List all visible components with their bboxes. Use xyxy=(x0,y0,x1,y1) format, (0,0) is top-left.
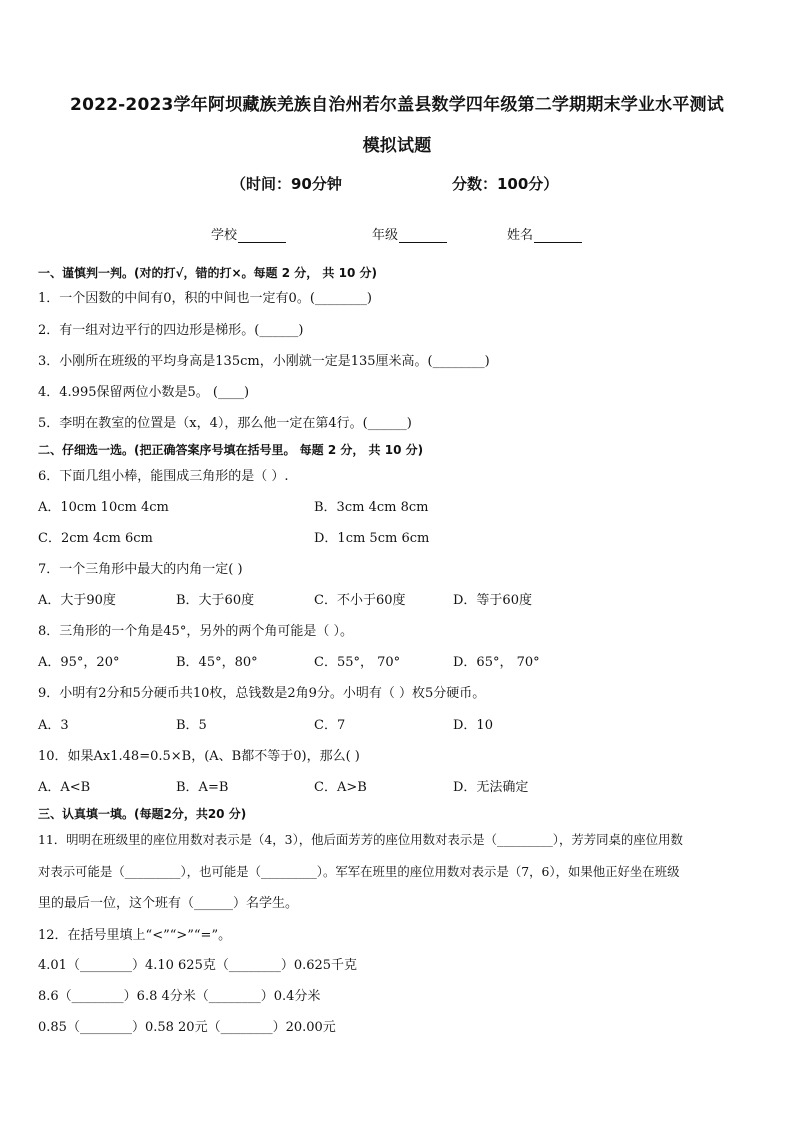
question-1: 1．一个因数的中间有0，积的中间也一定有0。(________) xyxy=(38,291,372,306)
question-5: 5．李明在教室的位置是（x，4），那么他一定在第4行。(______) xyxy=(38,416,412,431)
grade-label: 年级 xyxy=(372,228,399,243)
q9-option-d[interactable]: D．10 xyxy=(453,718,493,733)
section2-heading: 二、仔细选一选。(把正确答案序号填在括号里。 每题 2 分， 共 10 分) xyxy=(38,443,424,457)
q6-option-a[interactable]: A．10cm 10cm 4cm xyxy=(38,500,169,515)
q7-option-c[interactable]: C．不小于60度 xyxy=(314,593,406,608)
school-blank[interactable] xyxy=(238,230,286,243)
question-12: 12．在括号里填上“<”“>”“=”。 xyxy=(38,928,232,943)
question-2: 2．有一组对边平行的四边形是梯形。(______) xyxy=(38,323,304,338)
exam-time: （时间：90分钟 xyxy=(231,175,342,193)
section1-heading: 一、谨慎判一判。(对的打√，错的打×。每题 2 分， 共 10 分) xyxy=(38,266,377,280)
q8-option-c[interactable]: C．55°， 70° xyxy=(314,655,401,670)
grade-blank[interactable] xyxy=(399,230,447,243)
q7-option-b[interactable]: B．大于60度 xyxy=(176,593,255,608)
question-11-line3: 里的最后一位，这个班有（______）名学生。 xyxy=(38,896,299,911)
q6-option-c[interactable]: C．2cm 4cm 6cm xyxy=(38,531,153,546)
name-blank[interactable] xyxy=(534,230,582,243)
school-label: 学校 xyxy=(211,228,238,243)
q9-option-c[interactable]: C．7 xyxy=(314,718,346,733)
q12-row-3: 0.85（________）0.58 20元（________）20.00元 xyxy=(38,1020,336,1035)
q12-row-1: 4.01（________）4.10 625克（________）0.625千克 xyxy=(38,958,358,973)
q8-option-b[interactable]: B．45°，80° xyxy=(176,655,258,670)
q7-option-a[interactable]: A．大于90度 xyxy=(38,593,116,608)
question-8: 8．三角形的一个角是45°，另外的两个角可能是（ ）。 xyxy=(38,624,353,639)
exam-score: 分数：100分） xyxy=(452,175,559,193)
name-field[interactable] xyxy=(507,224,582,243)
question-7: 7．一个三角形中最大的内角一定( ) xyxy=(38,562,243,577)
question-11-line2: 对表示可能是（_________），也可能是（_________）。军军在班里的座位用数对表示是（7，6），如果他正好坐在班级 xyxy=(38,864,680,879)
q6-option-b[interactable]: B．3cm 4cm 8cm xyxy=(314,500,429,515)
q10-option-d[interactable]: D．无法确定 xyxy=(453,780,529,795)
school-field[interactable] xyxy=(211,224,286,243)
exam-title-line2: 模拟试题 xyxy=(362,136,432,156)
question-3: 3．小刚所在班级的平均身高是135cm，小刚就一定是135厘米高。(________) xyxy=(38,354,490,369)
question-10: 10．如果Ax1.48=0.5×B，(A、B都不等于0)，那么( ) xyxy=(38,749,360,764)
question-11-line1: 11．明明在班级里的座位用数对表示是（4，3），他后面芳芳的座位用数对表示是（_________），芳芳同桌的座位用数 xyxy=(38,832,683,847)
q6-option-d[interactable]: D．1cm 5cm 6cm xyxy=(314,531,430,546)
exam-title-line1: 2022-2023学年阿坝藏族羌族自治州若尔盖县数学四年级第二学期期末学业水平测试 xyxy=(70,95,724,115)
q10-option-c[interactable]: C．A>B xyxy=(314,780,367,795)
grade-field[interactable] xyxy=(372,224,447,243)
q12-row-2: 8.6（________）6.8 4分米（________）0.4分米 xyxy=(38,989,321,1004)
question-6: 6．下面几组小棒，能围成三角形的是（ ）. xyxy=(38,469,289,484)
q9-option-b[interactable]: B．5 xyxy=(176,718,207,733)
q10-option-b[interactable]: B．A=B xyxy=(176,780,229,795)
q10-option-a[interactable]: A．A<B xyxy=(38,780,91,795)
q7-option-d[interactable]: D．等于60度 xyxy=(453,593,532,608)
question-4: 4．4.995保留两位小数是5。 (____) xyxy=(38,385,250,400)
section3-heading: 三、认真填一填。(每题2分，共20 分) xyxy=(38,807,247,821)
q8-option-d[interactable]: D．65°， 70° xyxy=(453,655,540,670)
q8-option-a[interactable]: A．95°，20° xyxy=(38,655,120,670)
q9-option-a[interactable]: A．3 xyxy=(38,718,69,733)
question-9: 9．小明有2分和5分硬币共10枚，总钱数是2角9分。小明有（ ）枚5分硬币。 xyxy=(38,686,486,701)
name-label: 姓名 xyxy=(507,228,534,243)
